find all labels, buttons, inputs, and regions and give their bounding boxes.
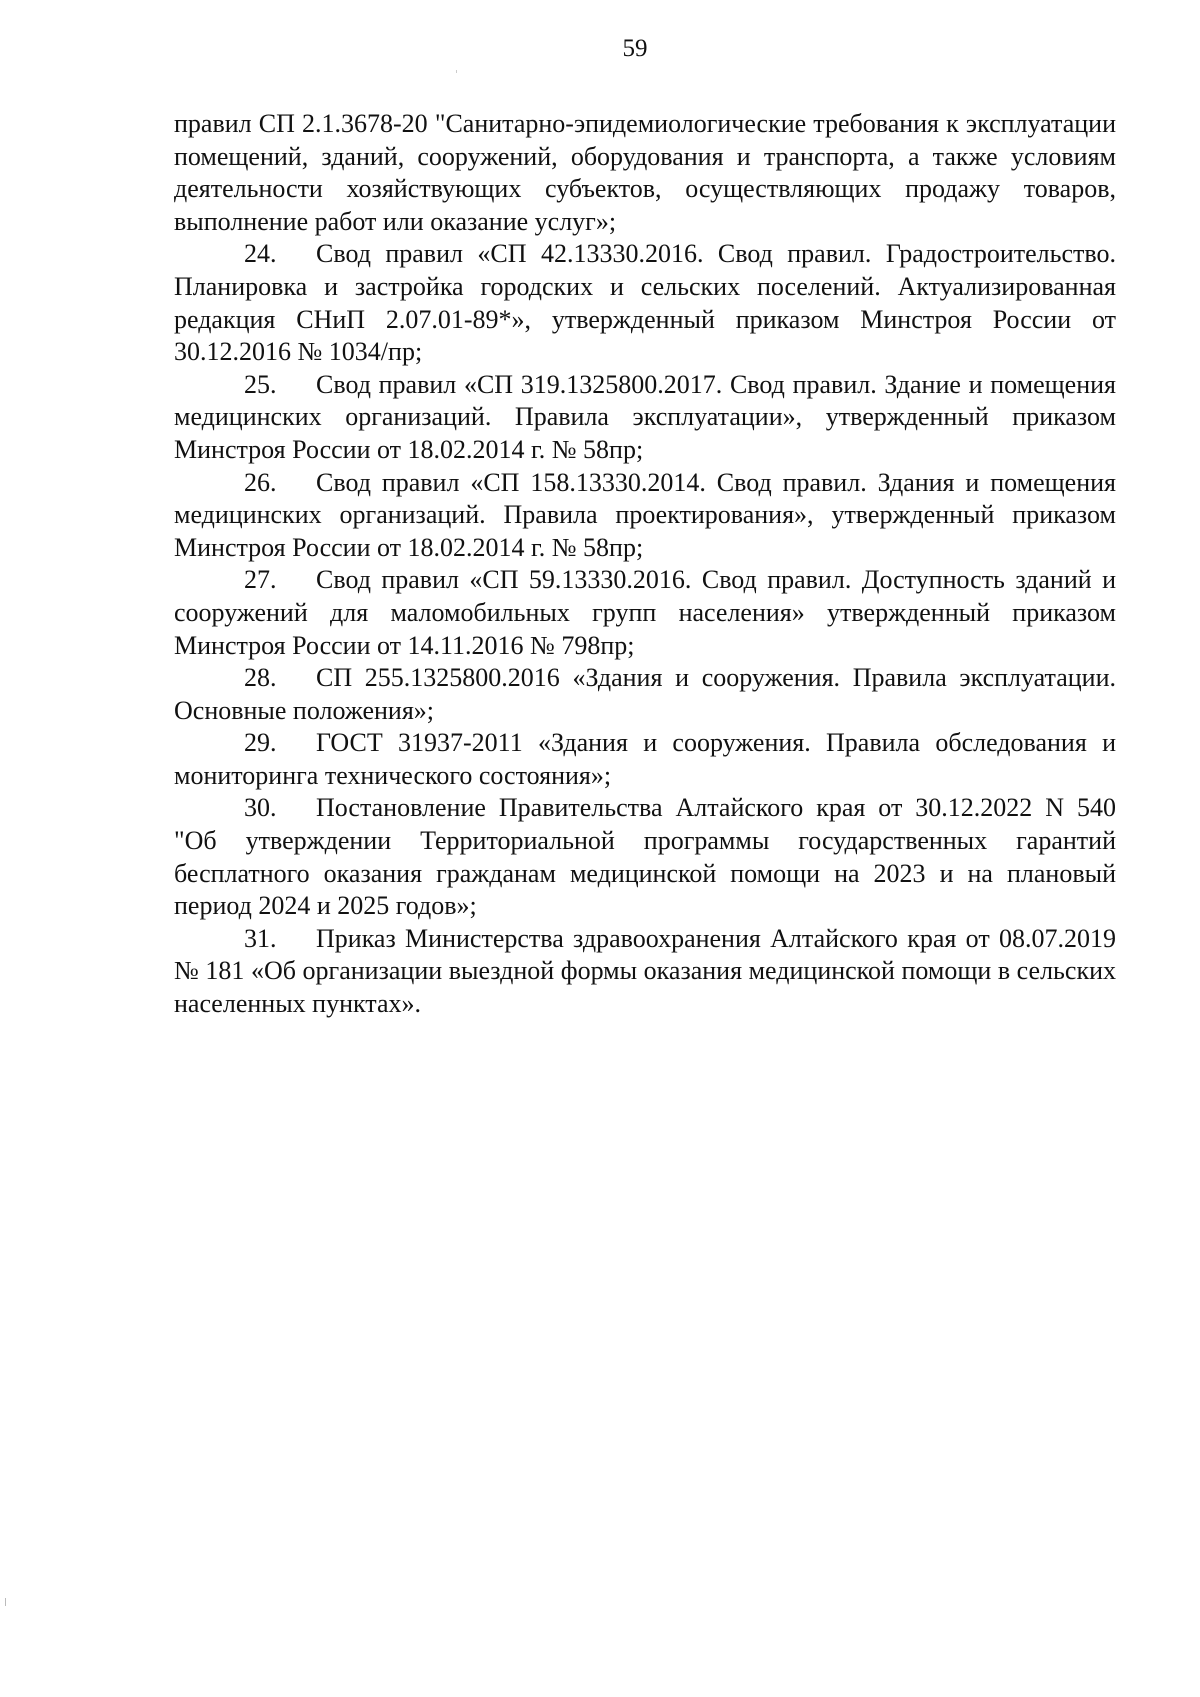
list-item-28 bbox=[174, 662, 1116, 727]
scan-mark bbox=[5, 1598, 6, 1606]
list-item-number: 24. bbox=[244, 239, 277, 269]
list-item-24 bbox=[174, 238, 1116, 368]
list-item-30 bbox=[174, 792, 1116, 922]
list-item-text: ГОСТ 31937-2011 «Здания и сооружения. Правила обследования и мониторинга технического состояния»; bbox=[174, 728, 1116, 790]
document-body bbox=[174, 108, 1116, 1021]
list-item-text: Свод правил «СП 59.13330.2016. Свод правил. Доступность зданий и сооружений для маломобильных групп населения» утвержденный приказом Минстроя России от 14.11.2016 № 798пр; bbox=[174, 565, 1116, 660]
continuation-paragraph: правил СП 2.1.3678-20 "Санитарно-эпидемиологические требования к эксплуатации помещений, зданий, сооружений, оборудования и транспорта, а также условиям деятельности хозяйствующих субъектов, осуществляющих продажу товаров, выполнение работ или оказание услуг»; bbox=[174, 109, 1116, 236]
list-item-number: 29. bbox=[244, 728, 277, 758]
list-item-number: 28. bbox=[244, 663, 277, 693]
list-item-text: Свод правил «СП 319.1325800.2017. Свод правил. Здание и помещения медицинских организаций. Правила эксплуатации», утвержденный приказом Минстроя России от 18.02.2014 г. № 58пр; bbox=[174, 369, 1116, 464]
list-item-text: Свод правил «СП 42.13330.2016. Свод правил. Градостроительство. Планировка и застройка городских и сельских поселений. Актуализированная редакция СНиП 2.07.01-89*», утвержденный приказом Минстроя России от 30.12.2016 № 1034/пр; bbox=[174, 239, 1116, 367]
page-number: 59 bbox=[622, 35, 648, 62]
list-item-number: 27. bbox=[244, 565, 277, 595]
list-item-text: Свод правил «СП 158.13330.2014. Свод правил. Здания и помещения медицинских организаций. Правила проектирования», утвержденный приказом Минстроя России от 18.02.2014 г. № 58пр; bbox=[174, 467, 1116, 562]
list-item-number: 30. bbox=[244, 793, 277, 823]
list-item-31 bbox=[174, 923, 1116, 1021]
list-item-number: 31. bbox=[244, 923, 277, 953]
list-item-26 bbox=[174, 467, 1116, 565]
list-item-number: 26. bbox=[244, 467, 277, 497]
list-item-27 bbox=[174, 564, 1116, 662]
list-item-text: Приказ Министерства здравоохранения Алтайского края от 08.07.2019 № 181 «Об организации выездной формы оказания медицинской помощи в сельских населенных пунктах». bbox=[174, 923, 1116, 1019]
list-item-text: СП 255.1325800.2016 «Здания и сооружения. Правила эксплуатации. Основные положения»; bbox=[174, 663, 1116, 725]
list-item-number: 25. bbox=[244, 369, 277, 399]
list-item-25 bbox=[174, 369, 1116, 467]
list-item-text: Постановление Правительства Алтайского края от 30.12.2022 N 540 "Об утверждении Территориальной программы государственных гарантий бесплатного оказания гражданам медицинской помощи на 2023 и на плановый период 2024 и 2025 годов»; bbox=[174, 793, 1116, 921]
scan-mark bbox=[456, 70, 457, 73]
list-item-29 bbox=[174, 727, 1116, 792]
